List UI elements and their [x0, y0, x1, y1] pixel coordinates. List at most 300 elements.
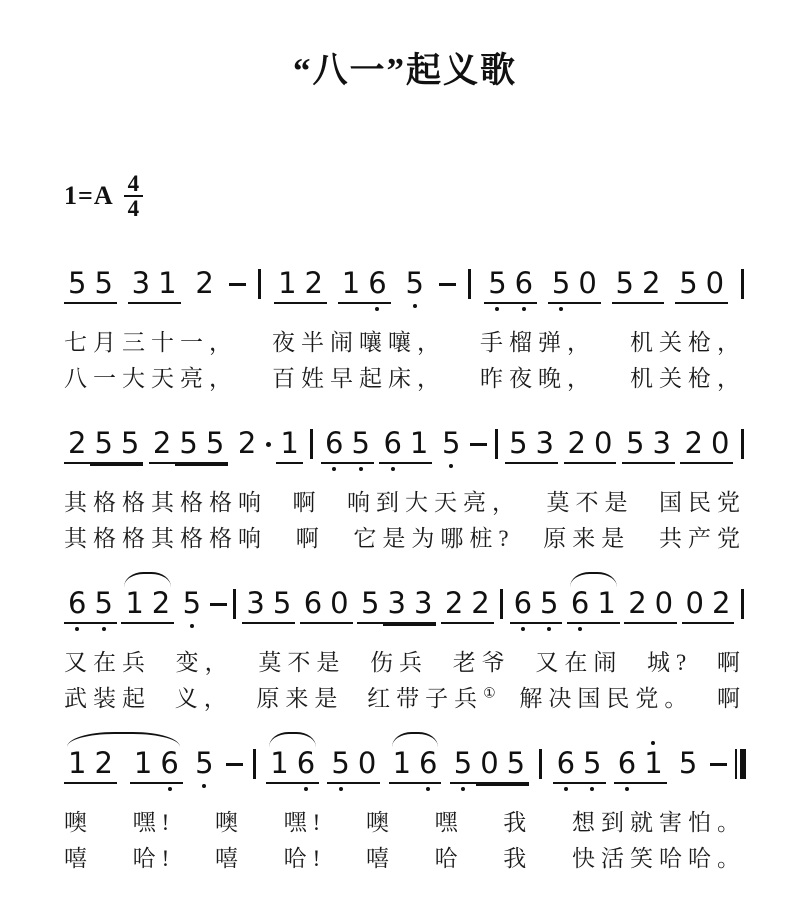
note-group [450, 748, 529, 784]
music-line-4 [64, 748, 746, 784]
note-number: 5 [120, 426, 140, 460]
lyric-phrase: 啊 [716, 650, 746, 675]
system-1 [64, 268, 746, 394]
barline [741, 589, 744, 619]
note-number: 3 [535, 426, 554, 460]
note [364, 268, 390, 304]
note-number: 5 [506, 746, 526, 780]
system-3 [64, 588, 746, 714]
lyric-phrase: 机关枪， [630, 330, 746, 355]
lyric-phrase: 老爷 [452, 650, 511, 675]
note-number: 2 [304, 266, 323, 300]
note-group [510, 588, 563, 624]
note-group [624, 588, 677, 624]
lyric-phrase: 嘿! [132, 810, 176, 835]
note-number: 1 [270, 746, 289, 780]
lyric-line-3-1 [64, 648, 746, 678]
lyric-phrase: 哈 [434, 846, 464, 871]
note [64, 268, 90, 304]
lyric-phrase: 响到大天亮， [347, 490, 521, 515]
note [415, 748, 441, 784]
note [338, 268, 364, 304]
note-number: 5 [331, 746, 350, 780]
lyric-phrase: 哈! [132, 846, 176, 871]
note [593, 588, 619, 624]
barline [741, 269, 744, 299]
note [648, 428, 674, 464]
note-group [321, 428, 374, 464]
beam-line-2 [410, 624, 436, 626]
note [191, 268, 217, 304]
lyric-phrase: 我 [503, 846, 533, 871]
note [64, 588, 90, 624]
final-barline-thick [740, 749, 746, 779]
octave-dot-below [332, 467, 336, 471]
duration-dash [710, 763, 727, 766]
duration-dash [210, 603, 227, 606]
note-group [441, 588, 494, 624]
note [707, 428, 733, 464]
note-number: 2 [151, 586, 171, 620]
note [567, 588, 593, 624]
note-number: 6 [570, 586, 590, 620]
octave-dot-below [168, 787, 172, 791]
note-number: 5 [351, 426, 370, 460]
octave-dot-below [413, 304, 417, 308]
key-prefix: 1=A [64, 181, 114, 210]
note [438, 428, 464, 464]
lyric-phrase: 城? [647, 650, 693, 675]
song-title: “八一”起义歌 [292, 51, 517, 90]
octave-dot-below [578, 627, 582, 631]
lyric-phrase: 解决国民党。 [519, 686, 694, 711]
beam-line-2 [90, 464, 116, 466]
note-group [484, 268, 537, 304]
note-group [438, 428, 464, 464]
lyric-phrase: 伤兵 [370, 650, 429, 675]
barline [253, 749, 256, 779]
lyric-phrase: 红带子兵① [367, 686, 496, 711]
octave-dot-below [449, 464, 453, 468]
note [149, 428, 175, 464]
lyric-phrase: 机关枪， [630, 366, 746, 391]
octave-dot-below [359, 467, 363, 471]
note-number: 2 [641, 266, 661, 300]
note [406, 428, 432, 464]
note-number: 5 [678, 746, 698, 780]
note [301, 268, 327, 304]
lyric-phrase: 噢 [365, 810, 395, 835]
note [191, 748, 217, 784]
score-body [64, 268, 746, 874]
note-number: 6 [383, 426, 402, 460]
note-group [64, 268, 117, 304]
note [156, 748, 182, 784]
slur-arc [124, 572, 171, 587]
barline [741, 429, 744, 459]
note [383, 588, 409, 624]
octave-dot-below [522, 307, 526, 311]
note [121, 588, 147, 624]
note-group [234, 428, 260, 464]
octave-dot-below [590, 787, 594, 791]
note-number: 3 [413, 586, 433, 620]
note-number: 0 [685, 586, 704, 620]
note [117, 428, 143, 464]
note-group [401, 268, 427, 304]
lyric-phrase: 百姓早起床， [272, 366, 446, 391]
note-number: 0 [330, 586, 349, 620]
time-signature [124, 172, 144, 220]
note-number: 5 [182, 586, 202, 620]
note-number: 5 [583, 746, 602, 780]
slur-arc [570, 572, 617, 587]
note-number: 6 [325, 426, 344, 460]
note [154, 268, 180, 304]
note [90, 428, 116, 464]
footnote-marker: ① [483, 686, 496, 702]
note-group [121, 588, 174, 624]
note-number: 2 [684, 426, 703, 460]
note [234, 428, 260, 464]
note-group [357, 588, 436, 624]
note-group [327, 748, 380, 784]
octave-dot-below [559, 307, 563, 311]
note [612, 268, 638, 304]
note-number: 3 [131, 266, 151, 300]
note [553, 748, 579, 784]
note-number: 5 [195, 746, 214, 780]
final-barline-thin [735, 749, 737, 779]
note [242, 588, 268, 624]
lyric-line-1-2 [64, 364, 746, 394]
final-barline [735, 749, 746, 779]
lyric-phrase: 共产党 [658, 526, 746, 551]
note-group [64, 588, 117, 624]
beam-line-2 [202, 464, 228, 466]
note-number: 5 [361, 586, 380, 620]
note [536, 588, 562, 624]
octave-dot-below [391, 467, 395, 471]
octave-dot-below [102, 627, 106, 631]
note-number: 5 [615, 266, 634, 300]
note-number: 0 [654, 586, 674, 620]
note [450, 748, 476, 784]
note [682, 588, 708, 624]
note [548, 268, 574, 304]
lyric-phrase: 手榴弹， [480, 330, 596, 355]
slur-arc [269, 732, 316, 747]
note-number: 1 [409, 426, 429, 460]
note-group [300, 588, 353, 624]
lyric-line-3-2 [64, 684, 746, 714]
note [505, 428, 531, 464]
note [64, 748, 90, 784]
octave-dot-below [547, 627, 551, 631]
beam-line-2 [175, 464, 201, 466]
note-number: 5 [94, 266, 113, 300]
barline [539, 749, 542, 779]
lyric-line-2-2 [64, 524, 746, 554]
lyric-phrase: 我 [503, 810, 533, 835]
beam-line-2 [476, 784, 502, 786]
meter-numerator: 4 [124, 172, 144, 197]
lyric-phrase: 武装起 [64, 686, 151, 711]
lyric-phrase: 夜半闹嚷嚷， [272, 330, 446, 355]
lyric-phrase: 又在闹 [535, 650, 623, 675]
note-number: 0 [480, 746, 499, 780]
note [675, 268, 701, 304]
note-number: 2 [567, 426, 586, 460]
lyric-phrase: 其格格其格格响 [64, 526, 267, 551]
lyric-phrase: 快活笑哈哈。 [571, 846, 746, 871]
note-group [64, 428, 143, 464]
note-number: 5 [488, 266, 507, 300]
note [148, 588, 174, 624]
note [354, 748, 380, 784]
barline [468, 269, 471, 299]
note-number: 1 [280, 426, 299, 460]
note-number: 0 [705, 266, 725, 300]
note-number: 5 [551, 266, 571, 300]
octave-dot-below [75, 627, 79, 631]
slur-arc [392, 732, 439, 747]
octave-dot-below [190, 624, 194, 628]
note [90, 268, 116, 304]
note-number: 5 [179, 426, 198, 460]
octave-dot-below [426, 787, 430, 791]
lyric-phrase: 原来是 [256, 686, 344, 711]
lyric-phrase: 想到就害怕。 [571, 810, 746, 835]
note-number: 2 [471, 586, 490, 620]
note [379, 428, 405, 464]
note [274, 268, 300, 304]
octave-dot-below [564, 787, 568, 791]
lyric-phrase: 又在兵 [64, 650, 151, 675]
note-group [675, 268, 728, 304]
note-number: 6 [513, 586, 533, 620]
note-number: 0 [594, 426, 613, 460]
note-number: 5 [626, 426, 645, 460]
note [675, 748, 701, 784]
note-number: 5 [441, 426, 461, 460]
note-number: 1 [392, 746, 412, 780]
note [266, 748, 292, 784]
note-group [191, 748, 217, 784]
octave-dot-below [375, 307, 379, 311]
note [90, 748, 116, 784]
note-number: 1 [125, 586, 144, 620]
barline [233, 589, 236, 619]
note-group [505, 428, 558, 464]
note-number: 1 [597, 586, 616, 620]
note [511, 268, 537, 304]
note-group [338, 268, 391, 304]
lyric-phrase: 嘻 [214, 846, 244, 871]
lyric-phrase: 莫不是 [258, 650, 346, 675]
octave-dot-below [521, 627, 525, 631]
octave-dot-below [202, 784, 206, 788]
note-group [553, 748, 606, 784]
note [476, 748, 502, 784]
note-number: 6 [296, 746, 316, 780]
note-number: 1 [341, 266, 361, 300]
note-number: 2 [237, 426, 257, 460]
note [389, 748, 415, 784]
note-group [614, 748, 667, 784]
note-group [149, 428, 228, 464]
note-group [612, 268, 665, 304]
duration-dash [226, 763, 243, 766]
note [574, 268, 600, 304]
note-number: 5 [272, 586, 292, 620]
note-number: 1 [158, 266, 177, 300]
lyric-phrase: 原来是 [543, 526, 631, 551]
octave-dot-below [625, 787, 629, 791]
duration-dash [470, 443, 487, 446]
note-group [379, 428, 432, 464]
note-number: 2 [68, 426, 87, 460]
note-number: 5 [453, 746, 473, 780]
note [269, 588, 295, 624]
key-signature [64, 170, 746, 222]
note-group [191, 268, 217, 304]
note-group [622, 428, 675, 464]
note-number: 2 [94, 746, 113, 780]
note [401, 268, 427, 304]
lyric-phrase: 昨夜晚， [480, 366, 596, 391]
note [503, 748, 529, 784]
note-number: 1 [644, 746, 663, 780]
lyric-phrase: 啊 [292, 490, 322, 515]
note [293, 748, 319, 784]
octave-dot-above [651, 741, 655, 745]
lyric-phrase: 它是为哪桩? [353, 526, 515, 551]
lyric-phrase: 莫不是 [546, 490, 634, 515]
note [510, 588, 536, 624]
barline [258, 269, 261, 299]
lyric-phrase: 八一大天亮， [64, 366, 238, 391]
note-number: 5 [94, 426, 113, 460]
note [64, 428, 90, 464]
note [410, 588, 436, 624]
note-number: 6 [556, 746, 576, 780]
note [651, 588, 677, 624]
note-number: 1 [68, 746, 87, 780]
lyric-phrase: 义， [174, 686, 233, 711]
music-line-2 [64, 428, 746, 464]
duration-dash [229, 283, 246, 286]
note [702, 268, 728, 304]
note-number: 3 [246, 586, 265, 620]
lyric-phrase: 嘿 [434, 810, 464, 835]
lyric-phrase: 哈! [283, 846, 327, 871]
meter-denominator: 4 [127, 196, 140, 221]
octave-dot-below [461, 787, 465, 791]
note [347, 428, 373, 464]
note [175, 428, 201, 464]
note [130, 748, 156, 784]
note-number: 0 [578, 266, 597, 300]
note-group [680, 428, 733, 464]
note-group [266, 748, 319, 784]
note [579, 748, 605, 784]
note [357, 588, 383, 624]
note-group [548, 268, 601, 304]
note-number: 5 [405, 266, 424, 300]
note [467, 588, 493, 624]
note-number: 5 [679, 266, 698, 300]
note [532, 428, 558, 464]
note-number: 2 [444, 586, 464, 620]
lyric-phrase: 嘻 [64, 846, 93, 871]
note-number: 6 [617, 746, 637, 780]
note-group [179, 588, 205, 624]
lyric-phrase: 其格格其格格响 [64, 490, 267, 515]
note-number: 5 [94, 586, 113, 620]
note [708, 588, 734, 624]
octave-dot-below [304, 787, 308, 791]
note-number: 6 [514, 266, 534, 300]
note [90, 588, 116, 624]
note [680, 428, 706, 464]
note-number: 1 [278, 266, 297, 300]
octave-dot-below [495, 307, 499, 311]
lyric-line-4-1 [64, 808, 746, 838]
note-group [564, 428, 617, 464]
duration-dash [439, 283, 456, 286]
note-group [675, 748, 701, 784]
music-line-1 [64, 268, 746, 304]
lyric-phrase: 国民党 [659, 490, 746, 515]
beam-line-2 [503, 784, 529, 786]
note-number: 6 [160, 746, 179, 780]
barline [495, 429, 498, 459]
note [327, 748, 353, 784]
note [484, 268, 510, 304]
barline [500, 589, 503, 619]
note [622, 428, 648, 464]
note-number: 5 [68, 266, 87, 300]
note-number: 5 [509, 426, 528, 460]
note [624, 588, 650, 624]
note-number: 6 [419, 746, 438, 780]
system-4 [64, 748, 746, 874]
system-2 [64, 428, 746, 554]
lyric-line-1-1 [64, 328, 746, 358]
note [321, 428, 347, 464]
note-number: 6 [368, 266, 387, 300]
lyric-phrase: 嘻 [365, 846, 395, 871]
note-number: 0 [357, 746, 377, 780]
note [441, 588, 467, 624]
note-group [682, 588, 735, 624]
note [300, 588, 326, 624]
octave-dot-below [339, 787, 343, 791]
note [276, 428, 302, 464]
note [326, 588, 352, 624]
note-group [274, 268, 327, 304]
note [640, 748, 666, 784]
note [179, 588, 205, 624]
note-number: 2 [152, 426, 172, 460]
music-line-3 [64, 588, 746, 624]
note-number: 6 [68, 586, 87, 620]
note-number: 6 [303, 586, 323, 620]
lyric-phrase: 噢 [214, 810, 244, 835]
lyric-phrase: 变， [175, 650, 234, 675]
note [564, 428, 590, 464]
